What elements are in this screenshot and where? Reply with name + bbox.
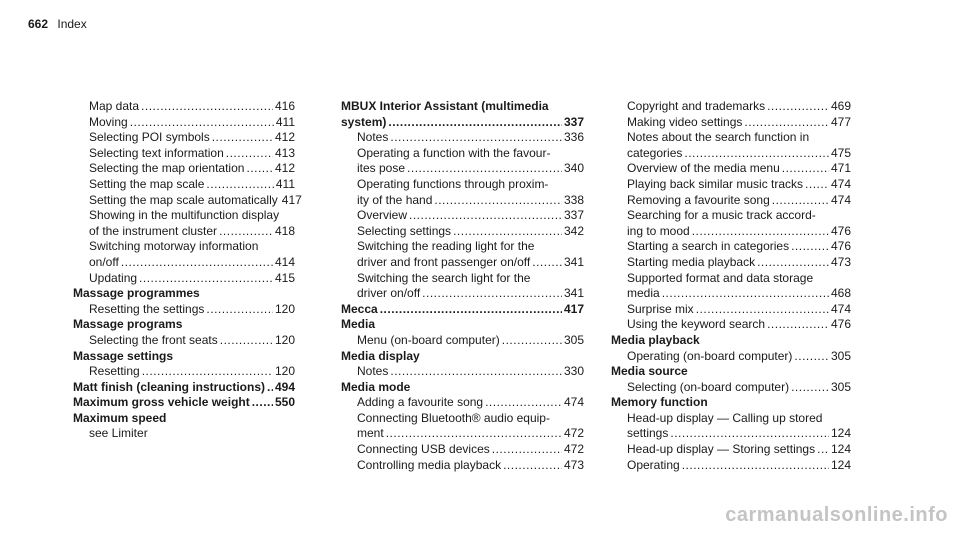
index-entry [611,177,851,193]
index-heading [341,380,584,396]
entry-page-number: 305 [563,332,584,347]
entry-text: Media [341,317,376,332]
entry-page-number: 120 [274,332,295,347]
index-entry [73,208,295,224]
entry-text: on/off [89,254,119,269]
index-entry [341,333,584,349]
index-entry [73,192,302,209]
dot-leader [682,458,829,474]
index-entry [611,458,851,474]
entry-page-number: 477 [830,114,851,129]
index-entry [73,224,295,240]
entry-text: Massage programs [73,317,183,332]
index-entry [341,161,584,177]
entry-page-number: 473 [830,254,851,269]
dot-leader [390,364,562,380]
entry-page-number: 416 [274,99,295,113]
dot-leader [772,193,829,209]
entry-page-number: 124 [830,442,851,457]
dot-leader [141,99,273,115]
entry-text: driver on/off [357,286,421,301]
index-entry [73,255,295,271]
entry-text: Surprise mix [627,301,694,316]
index-entry [611,115,851,131]
entry-text: Maximum gross vehicle weight [73,395,250,410]
entry-text: Starting a search in categories [627,239,790,254]
dot-leader [805,177,829,193]
index-entry [341,177,584,193]
entry-page-number: 305 [830,348,851,363]
dot-leader [220,333,273,349]
index-heading [73,286,295,302]
entry-page-number: 341 [563,254,584,269]
entry-text: media [627,286,660,301]
index-column-3 [611,99,851,473]
index-heading [611,364,851,380]
entry-page-number: 411 [275,176,295,191]
entry-text: Massage settings [73,348,174,363]
entry-page-number: 474 [830,192,851,207]
dot-leader [390,130,562,146]
index-heading [611,395,851,411]
entry-text: Media playback [611,332,700,347]
dot-leader [767,99,829,115]
entry-page-number: 338 [563,192,584,207]
index-entry [73,177,295,193]
dot-leader [212,130,273,146]
entry-text: Head-up display — Storing settings [627,442,816,457]
dot-leader [782,161,829,177]
entry-page-number: 120 [274,364,295,379]
index-entry [611,193,851,209]
dot-leader [252,395,273,411]
entry-page-number: 413 [274,145,295,160]
entry-text: Selecting POI symbols [89,130,210,145]
entry-text: Setting the map scale [89,176,205,191]
dot-leader [267,380,273,396]
index-entry [341,286,584,302]
entry-text: Notes [357,130,389,145]
dot-leader [794,349,829,365]
dot-leader [692,224,829,240]
entry-text: driver and front passenger on/off [357,254,531,269]
entry-text: Media source [611,364,688,379]
entry-text: categories [627,145,683,160]
index-entry [611,286,851,302]
entry-text: Switching the reading light for the [357,239,535,254]
entry-text: Notes [357,364,389,379]
index-entry [611,426,851,442]
dot-leader [407,161,562,177]
index-entry [73,302,295,318]
entry-text: Supported format and data storage [627,270,814,285]
index-entry [73,364,295,380]
dot-leader [380,302,562,318]
index-entry [611,161,851,177]
entry-page-number: 468 [830,286,851,301]
dot-leader [485,395,562,411]
dot-leader [662,286,829,302]
index-entry [341,130,584,146]
dot-leader [226,146,273,162]
dot-leader [386,426,562,442]
entry-page-number: 342 [563,223,584,238]
index-entry [341,255,584,271]
entry-page-number: 305 [830,379,851,394]
index-entry [341,442,584,458]
entry-text: Head-up display — Calling up stored [627,410,823,425]
entry-text: Searching for a music track accord- [627,208,816,223]
dot-leader [757,255,829,271]
index-entry [611,99,851,115]
dot-leader [684,146,829,162]
entry-page-number: 474 [563,395,584,410]
entry-text: Operating (on-board computer) [627,348,793,363]
dot-leader [696,302,829,318]
index-entry [611,442,851,458]
index-heading [341,317,584,333]
entry-page-number: 476 [830,239,851,254]
index-entry [611,255,851,271]
entry-page-number: 472 [563,442,584,457]
index-heading [341,302,584,318]
entry-text: Matt finish (cleaning instructions) [73,379,266,394]
entry-text: MBUX Interior Assistant (multimedia [341,99,549,113]
entry-text: Map data [89,99,140,113]
dot-leader [791,239,829,255]
dot-leader [434,193,562,209]
entry-text: Operating functions through proxim- [357,176,549,191]
index-entry [341,208,584,224]
entry-page-number: 412 [274,130,295,145]
entry-text: Making video settings [627,114,743,129]
page-number: 662 [28,17,49,31]
index-entry [611,239,851,255]
index-entry [611,411,851,427]
entry-text: Selecting the map orientation [89,161,245,176]
index-heading [341,349,584,365]
entry-text: Playing back similar music tracks [627,176,804,191]
entry-text: Switching motorway information [89,239,259,254]
entry-text: Operating [627,457,680,472]
dot-leader [817,442,829,458]
entry-page-number: 336 [563,130,584,145]
entry-page-number: 415 [274,270,295,285]
entry-text: Memory function [611,395,708,410]
entry-page-number: 473 [563,457,584,472]
entry-page-number: 341 [563,286,584,301]
page-header [28,17,87,31]
entry-text: Adding a favourite song [357,395,484,410]
index-entry [611,271,851,287]
entry-text: Selecting (on-board computer) [627,379,790,394]
entry-text: Overview of the media menu [627,161,780,176]
index-entry [341,426,584,442]
index-entry [73,426,295,442]
index-entry [611,130,851,146]
index-entry [73,130,295,146]
index-heading [73,395,295,411]
index-heading [73,380,295,396]
dot-leader [744,115,829,131]
entry-text: Mecca [341,301,378,316]
entry-text: Notes about the search function in [627,130,810,145]
entry-page-number: 474 [830,301,851,316]
entry-page-number: 124 [830,457,851,472]
index-entry [341,271,584,287]
index-entry [611,302,851,318]
entry-text: Connecting USB devices [357,442,490,457]
entry-page-number: 475 [830,145,851,160]
dot-leader [670,426,829,442]
index-entry [611,317,851,333]
entry-page-number: 120 [274,301,295,316]
watermark: carmanualsonline.info [725,504,948,526]
entry-page-number: 474 [830,176,851,191]
entry-page-number: 418 [274,223,295,238]
dot-leader [246,161,273,177]
section-title: Index [57,17,87,31]
entry-text: Setting the map scale automatically [89,192,278,207]
entry-text: ing to mood [627,223,690,238]
index-entry [611,146,851,162]
dot-leader [409,208,562,224]
entry-text: see Limiter [89,426,148,441]
index-entry [73,161,295,177]
index-entry [341,239,584,255]
index-entry [611,208,851,224]
entry-text: Massage programmes [73,286,200,301]
entry-text: Media display [341,348,420,363]
entry-text: Controlling media playback [357,457,502,472]
entry-text: Selecting text information [89,145,224,160]
index-entry [73,333,295,349]
dot-leader [206,177,273,193]
dot-leader [142,364,273,380]
entry-text: Media mode [341,379,411,394]
index-heading [73,349,295,365]
entry-page-number: 340 [563,161,584,176]
dot-leader [492,442,562,458]
index-heading [73,317,295,333]
entry-text: Removing a favourite song [627,192,770,207]
entry-page-number: 417 [281,192,302,207]
entry-text: Copyright and trademarks [627,99,766,113]
entry-page-number: 414 [274,254,295,269]
entry-text: ment [357,426,384,441]
entry-text: Connecting Bluetooth® audio equip- [357,410,550,425]
entry-page-number: 550 [274,395,295,410]
dot-leader [206,302,273,318]
entry-text: Selecting the front seats [89,332,218,347]
index-entry [611,380,851,396]
index-entry [73,99,295,115]
entry-text: Overview [357,208,408,223]
entry-page-number: 337 [563,114,584,129]
entry-text: system) [341,114,387,129]
entry-text: Resetting [89,364,140,379]
entry-text: Showing in the multifunction display [89,208,280,223]
index-entry [341,224,584,240]
dot-leader [219,224,273,240]
entry-page-number: 494 [274,379,295,394]
dot-leader [453,224,562,240]
index-entry [611,224,851,240]
index-entry [341,411,584,427]
entry-text: Using the keyword search [627,317,766,332]
dot-leader [532,255,562,271]
index-entry [73,271,295,287]
entry-text: Resetting the settings [89,301,205,316]
entry-page-number: 471 [830,161,851,176]
entry-page-number: 472 [563,426,584,441]
entry-page-number: 469 [830,99,851,113]
entry-page-number: 417 [563,301,584,316]
dot-leader [422,286,562,302]
index-entry [341,458,584,474]
entry-text: Maximum speed [73,410,167,425]
index-column-2 [341,99,584,473]
dot-leader [502,333,562,349]
entry-text: Updating [89,270,138,285]
index-entry [341,364,584,380]
dot-leader [130,115,274,131]
dot-leader [139,271,273,287]
entry-page-number: 330 [563,364,584,379]
dot-leader [767,317,829,333]
dot-leader [121,255,273,271]
entry-text: Starting media playback [627,254,756,269]
index-entry [73,146,295,162]
index-heading [73,411,295,427]
entry-text: settings [627,426,669,441]
index-entry [341,146,584,162]
index-entry [341,193,584,209]
index-heading [341,99,584,115]
dot-leader [503,458,562,474]
index-entry [73,239,295,255]
entry-page-number: 476 [830,223,851,238]
index-entry [73,115,295,131]
entry-text: ity of the hand [357,192,433,207]
entry-page-number: 412 [274,161,295,176]
entry-page-number: 411 [275,114,295,129]
dot-leader [791,380,829,396]
index-heading [611,333,851,349]
index-column-1 [73,99,302,442]
entry-text: Operating a function with the favour- [357,145,551,160]
entry-text: Menu (on-board computer) [357,332,500,347]
entry-page-number: 476 [830,317,851,332]
dot-leader [388,115,562,131]
entry-text: of the instrument cluster [89,223,218,238]
entry-page-number: 124 [830,426,851,441]
entry-text: ites pose [357,161,406,176]
index-entry [341,395,584,411]
entry-text: Selecting settings [357,223,452,238]
index-entry [611,349,851,365]
index-heading [341,115,584,131]
entry-text: Switching the search light for the [357,270,531,285]
entry-page-number: 337 [563,208,584,223]
entry-text: Moving [89,114,128,129]
